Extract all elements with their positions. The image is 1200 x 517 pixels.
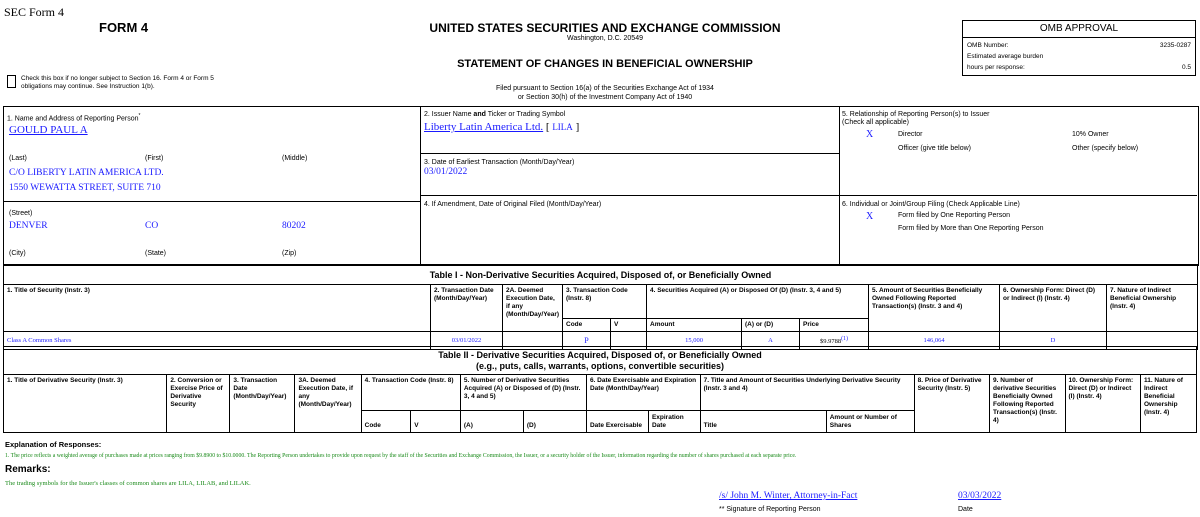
state-label: (State) bbox=[145, 250, 167, 257]
t2-col-price: 8. Price of Derivative Security (Instr. 5) bbox=[914, 375, 989, 433]
box5-label: 5. Relationship of Reporting Person(s) to Issuer bbox=[842, 111, 990, 118]
director-option: Director bbox=[898, 131, 923, 138]
t2-col-code: 4. Transaction Code (Instr. 8) bbox=[361, 375, 460, 411]
t2-col-number: 5. Number of Derivative Securities Acquired (A) or Disposed of (D) (Instr. 3, 4 and 5) bbox=[460, 375, 586, 411]
t1-row-price: $9.9788$^{(1)}$ bbox=[800, 332, 869, 350]
table-non-derivative bbox=[3, 264, 1198, 350]
table-derivative bbox=[3, 346, 1197, 433]
t2-col-exercisable: 6. Date Exercisable and Expiration Date (Month/Day/Year) bbox=[586, 375, 700, 411]
box6-label: 6. Individual or Joint/Group Filing (Check Applicable Line) bbox=[842, 201, 1020, 208]
address-line2: 1550 WEWATTA STREET, SUITE 710 bbox=[9, 183, 161, 193]
box4-label: 4. If Amendment, Date of Original Filed (Month/Day/Year) bbox=[424, 201, 602, 208]
t2-sub-exercisable: Date Exercisable bbox=[586, 411, 648, 433]
checkbox-text-line1: Check this box if no longer subject to Section 16. Form 4 or Form 5 bbox=[21, 75, 214, 82]
reporting-info-block bbox=[3, 106, 1199, 266]
t2-sub-a: (A) bbox=[460, 411, 523, 433]
first-label: (First) bbox=[145, 155, 164, 162]
t2-col-owned: 9. Number of derivative Securities Beneficially Owned Following Reported Transaction(s) (Instr. 4) bbox=[990, 375, 1065, 433]
city-label: (City) bbox=[9, 250, 26, 257]
agency-title: UNITED STATES SECURITIES AND EXCHANGE COMMISSION bbox=[429, 21, 781, 35]
signature-label: ** Signature of Reporting Person bbox=[719, 506, 821, 513]
signature-value: /s/ John M. Winter, Attorney-in-Fact bbox=[719, 491, 858, 501]
omb-approval-box bbox=[962, 20, 1196, 76]
t2-col-date: 3. Transaction Date (Month/Day/Year) bbox=[230, 375, 295, 433]
t1-col-form: 6. Ownership Form: Direct (D) or Indirect (I) (Instr. 4) bbox=[1000, 285, 1107, 332]
t1-sub-amount: Amount bbox=[647, 319, 742, 332]
remarks-label: Remarks: bbox=[5, 464, 51, 475]
issuer-name[interactable]: Liberty Latin America Ltd. bbox=[424, 121, 544, 133]
omb-burden-label: Estimated average burden bbox=[967, 53, 1044, 60]
t1-row-amount: 15,000 bbox=[647, 332, 742, 350]
agency-location: Washington, D.C. 20549 bbox=[566, 35, 643, 42]
omb-number-value: 3235-0287 bbox=[1159, 42, 1191, 49]
t2-sub-amount: Amount or Number of Shares bbox=[826, 411, 914, 433]
explanation-label: Explanation of Responses: bbox=[5, 440, 102, 449]
remarks-text: The trading symbols for the Issuer's classes of common shares are LILA, LILAB, and LILAK. bbox=[5, 480, 251, 487]
t1-sub-aod: (A) or (D) bbox=[742, 319, 800, 332]
t2-sub-d: (D) bbox=[523, 411, 586, 433]
box1-label: 1. Name and Address of Reporting Person* bbox=[7, 113, 141, 123]
table1-title: Table I - Non-Derivative Securities Acquired, Disposed of, or Beneficially Owned bbox=[4, 265, 1198, 285]
director-check-mark: X bbox=[866, 129, 874, 140]
t1-col-owned: 5. Amount of Securities Beneficially Owned Following Reported Transaction(s) (Instr. 3 and 4) bbox=[869, 285, 1000, 332]
one-person-check-mark: X bbox=[866, 211, 874, 222]
t2-col-underlying: 7. Title and Amount of Securities Underlying Derivative Security (Instr. 3 and 4) bbox=[700, 375, 914, 411]
table2-title bbox=[4, 347, 1197, 375]
t1-col-deemed: 2A. Deemed Execution Date, if any (Month/Day/Year) bbox=[503, 285, 563, 332]
t1-row-date: 03/01/2022 bbox=[431, 332, 503, 350]
omb-title: OMB APPROVAL bbox=[1039, 23, 1119, 34]
checkbox-text-line2: obligations may continue. See Instruction 1(b). bbox=[21, 83, 155, 90]
t1-col-date: 2. Transaction Date (Month/Day/Year) bbox=[431, 285, 503, 332]
t2-col-deemed: 3A. Deemed Execution Date, if any (Month/Day/Year) bbox=[295, 375, 361, 433]
t1-sub-v: V bbox=[611, 319, 647, 332]
middle-label: (Middle) bbox=[282, 155, 308, 162]
t1-col-nature: 7. Nature of Indirect Beneficial Ownership (Instr. 4) bbox=[1107, 285, 1198, 332]
table2-subtitle: (e.g., puts, calls, warrants, options, convertible securities) bbox=[475, 360, 725, 371]
t2-col-title: 1. Title of Derivative Security (Instr. 3) bbox=[4, 375, 167, 433]
t2-col-conversion: 2. Conversion or Exercise Price of Derivative Security bbox=[167, 375, 230, 433]
t1-sub-code: Code bbox=[563, 319, 611, 332]
earliest-transaction-date: 03/01/2022 bbox=[424, 167, 468, 177]
city-value: DENVER bbox=[9, 221, 48, 231]
box5-sublabel: (Check all applicable) bbox=[842, 119, 909, 126]
reporting-person-name[interactable]: GOULD PAUL A bbox=[9, 124, 88, 136]
t1-col-acquired: 4. Securities Acquired (A) or Disposed Of (D) (Instr. 3, 4 and 5) bbox=[647, 285, 869, 319]
t2-col-form: 10. Ownership Form: Direct (D) or Indirect (I) (Instr. 4) bbox=[1065, 375, 1140, 433]
t1-row-form: D bbox=[1000, 332, 1107, 350]
zip-value: 80202 bbox=[282, 221, 306, 231]
t1-row-owned: 146,064 bbox=[869, 332, 1000, 350]
form-title: FORM 4 bbox=[99, 20, 149, 35]
t1-row-aod: A bbox=[742, 332, 800, 350]
filed-pursuant-line2: or Section 30(h) of the Investment Company Act of 1940 bbox=[517, 94, 693, 101]
filed-pursuant-line1: Filed pursuant to Section 16(a) of the Securities Exchange Act of 1934 bbox=[496, 85, 714, 92]
signature-date: 03/03/2022 bbox=[958, 491, 1002, 501]
one-person-option: Form filed by One Reporting Person bbox=[898, 212, 1011, 219]
statement-title: STATEMENT OF CHANGES IN BENEFICIAL OWNERSHIP bbox=[457, 58, 753, 70]
section16-checkbox[interactable] bbox=[7, 75, 16, 88]
issuer-line: Liberty Latin America Ltd. [ LILA ] bbox=[424, 121, 580, 133]
t1-row-title: Class A Common Shares bbox=[4, 332, 431, 350]
t1-row-code: P bbox=[563, 332, 611, 350]
page-label: SEC Form 4 bbox=[4, 5, 65, 19]
t2-sub-expiration: Expiration Date bbox=[648, 411, 700, 433]
t2-sub-title: Title bbox=[700, 411, 826, 433]
ten-pct-owner-option: 10% Owner bbox=[1072, 131, 1109, 138]
omb-hours-label: hours per response: bbox=[967, 64, 1025, 71]
address-line1: C/O LIBERTY LATIN AMERICA LTD. bbox=[9, 168, 164, 178]
street-label: (Street) bbox=[9, 210, 33, 217]
zip-label: (Zip) bbox=[282, 250, 297, 257]
t1-col-code: 3. Transaction Code (Instr. 8) bbox=[563, 285, 647, 319]
footnote-1: 1. The price reflects a weighted average of purchases made at prices ranging from $9.8900 to $10.0000. The Reporting Person undertakes to provide upon request by the staff of the Securities and Exchange Commission, the Issuer, or a security holder of the Issuer, information regarding the number of shares purchased at each separate price. bbox=[5, 453, 797, 459]
last-label: (Last) bbox=[9, 155, 27, 162]
t1-sub-price: Price bbox=[800, 319, 869, 332]
box1-asterisk: * bbox=[138, 113, 141, 119]
t1-col-title: 1. Title of Security (Instr. 3) bbox=[4, 285, 431, 332]
officer-option: Officer (give title below) bbox=[898, 145, 972, 152]
omb-number-label: OMB Number: bbox=[967, 42, 1009, 49]
table2-title-text: Table II - Derivative Securities Acquired, Disposed of, or Beneficially Owned bbox=[438, 349, 762, 360]
multiple-persons-option: Form filed by More than One Reporting Person bbox=[898, 225, 1044, 232]
box3-label: 3. Date of Earliest Transaction (Month/Day/Year) bbox=[424, 159, 575, 166]
t1-price-footnote: (1) bbox=[841, 335, 849, 342]
box2-label: 2. Issuer Name and Ticker or Trading Symbol bbox=[424, 111, 566, 118]
ticker-symbol: LILA bbox=[552, 122, 573, 132]
state-value: CO bbox=[145, 221, 159, 231]
date-label: Date bbox=[958, 506, 973, 513]
omb-hours-value: 0.5 bbox=[1181, 64, 1191, 71]
other-option: Other (specify below) bbox=[1072, 145, 1139, 152]
t2-sub-v: V bbox=[411, 411, 461, 433]
t2-sub-code: Code bbox=[361, 411, 411, 433]
t2-col-nature: 11. Nature of Indirect Beneficial Ownership (Instr. 4) bbox=[1140, 375, 1196, 433]
